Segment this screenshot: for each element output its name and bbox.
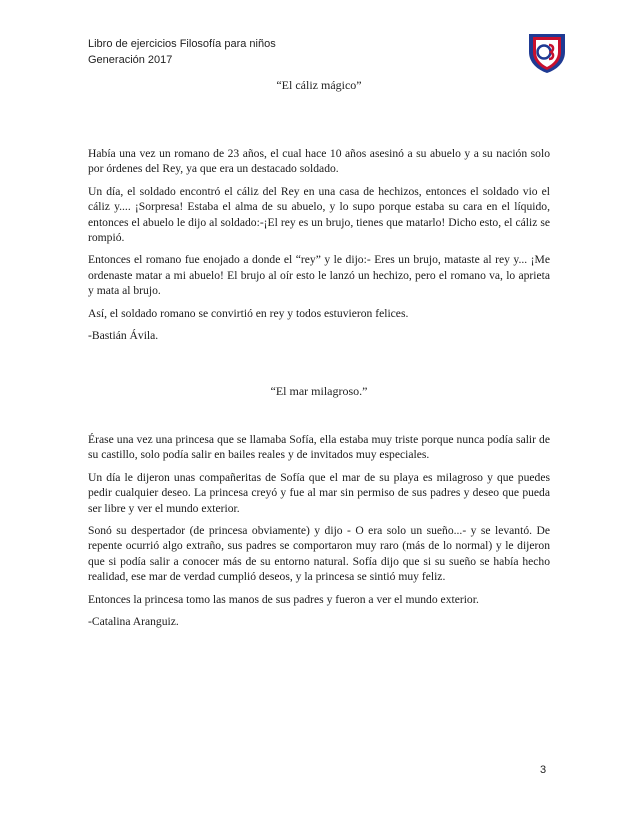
school-crest-icon (525, 30, 569, 74)
paragraph: Entonces la princesa tomo las manos de sus padres y fueron a ver el mundo exterior. (88, 592, 479, 606)
paragraph: Érase una vez una princesa que se llamaba Sofía, ella estaba muy triste porque nunca podía salir de su castillo, solo podía salir en bailes reales y de invitados muy especiales. (88, 433, 550, 462)
paragraph: Había una vez un romano de 23 años, el cual hace 10 años asesinó a su abuelo y a su nación solo por órdenes del Rey, ya que era un destacado soldado. (88, 147, 550, 176)
paragraph: Sonó su despertador (de princesa obviamente) y dijo - O era solo un sueño...- y se levantó. De repente ocurrió algo extraño, sus padres se comportaron muy raro (más de lo normal) y le dijeron que si podía salir a conocer más de su entorno natural. Sofía dijo que si su sueño se había hecho realidad, ese mar de verdad cumplió deseos, y la princesa se sintió muy feliz. (88, 524, 550, 584)
paragraph: Un día, el soldado encontró el cáliz del Rey en una casa de hechizos, entonces el soldado vio el cáliz y.... ¡Sorpresa! Estaba el alma de su abuelo, y lo supo porque estaba su cara en el líquido, entonces el abuelo le dijo al soldado:-¡El rey es un brujo, tienes que matarlo! Dicho esto, el cáliz se rompió. (88, 184, 550, 245)
story-1-title: “El cáliz mágico” (276, 78, 362, 92)
paragraph: Un día le dijeron unas compañeritas de Sofía que el mar de su playa es milagroso y que puedes pedir cualquier deseo. La princesa creyó y fue al mar sin permiso de sus padres y deseo que pueda ser libre y ver el mundo exterior. (88, 470, 550, 515)
story-1-body (88, 146, 550, 350)
page-number: 3 (540, 764, 547, 776)
author-signature: -Bastián Ávila. (88, 329, 159, 343)
header-line-2: Generación 2017 (88, 54, 173, 66)
author-signature: -Catalina Aranguiz. (88, 615, 179, 629)
story-2-body (88, 432, 550, 636)
story-2-title: “El mar milagroso.” (270, 384, 368, 398)
paragraph: Así, el soldado romano se convirtió en rey y todos estuvieron felices. (88, 306, 409, 320)
header-line-1: Libro de ejercicios Filosofía para niños (88, 38, 276, 50)
paragraph: Entonces el romano fue enojado a donde el “rey” y le dijo:- Eres un brujo, mataste al rey y... ¡Me ordenaste matar a mi abuelo! El brujo al oír esto le lanzó un hechizo, pero el romano va, lo aprieta y mata al brujo. (88, 253, 550, 298)
document-header (88, 36, 276, 68)
